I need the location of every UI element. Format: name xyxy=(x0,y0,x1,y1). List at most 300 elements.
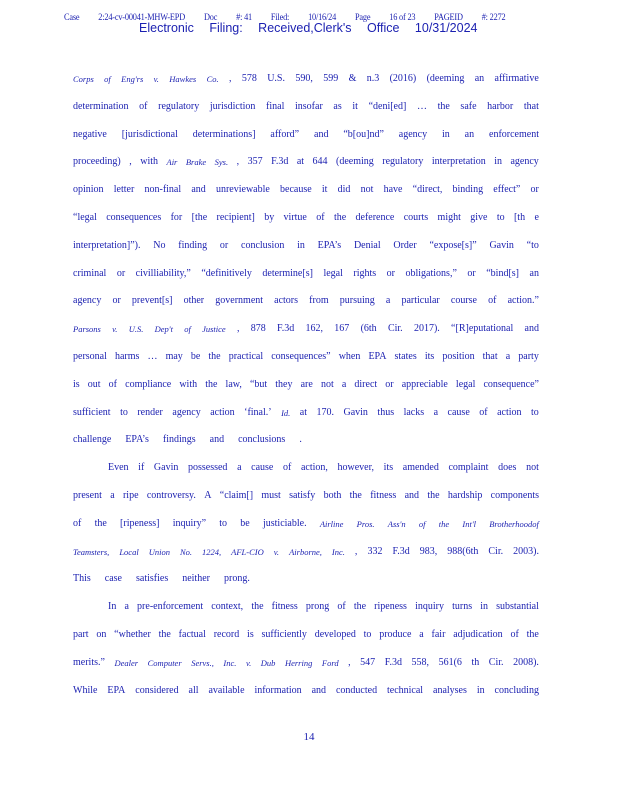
text-line xyxy=(73,125,539,153)
citation-word: Inc. xyxy=(331,546,345,557)
word: agency xyxy=(510,156,539,168)
word: be xyxy=(240,517,250,529)
word: all xyxy=(188,684,199,696)
word: inquiry xyxy=(415,601,444,613)
word: the xyxy=(349,489,362,501)
word: not xyxy=(526,462,539,474)
word: 170. xyxy=(316,406,334,418)
word: 547 xyxy=(360,656,376,668)
word: the xyxy=(205,378,218,390)
word: be xyxy=(190,350,201,362)
word: fair xyxy=(431,628,446,640)
word: in xyxy=(494,156,502,168)
text-line xyxy=(73,486,539,514)
word: negative xyxy=(73,128,107,140)
word: the xyxy=(427,489,440,501)
citation-word: Ford xyxy=(321,657,339,668)
word: technical xyxy=(386,684,424,696)
text-line xyxy=(73,681,539,709)
text-line xyxy=(73,180,539,208)
citation-word: the xyxy=(438,518,450,529)
word: “legal xyxy=(73,211,97,223)
word: “to xyxy=(526,239,539,251)
word: a xyxy=(124,601,129,613)
word: 2003). xyxy=(513,545,539,557)
word: personal xyxy=(73,350,107,362)
word: “bind[s] xyxy=(486,267,520,279)
doc-label: Doc xyxy=(203,12,218,22)
word: ripeness xyxy=(374,601,407,613)
word: , xyxy=(129,156,132,168)
word: factual xyxy=(178,628,206,640)
word: legal xyxy=(455,378,476,390)
citation-word: Int'l xyxy=(462,518,476,529)
citation-word: of xyxy=(418,518,426,529)
word: considered xyxy=(135,684,179,696)
word: of xyxy=(479,406,488,418)
word: prong. xyxy=(223,573,250,585)
citation-word: Id. xyxy=(281,407,291,418)
word: a xyxy=(237,462,242,474)
word: regulatory xyxy=(158,100,200,112)
word: pre-enforcement xyxy=(137,601,204,613)
text-line xyxy=(73,97,539,125)
word: deference xyxy=(355,211,395,223)
word: party xyxy=(518,350,539,362)
text-line xyxy=(73,347,539,375)
word: of xyxy=(510,628,519,640)
word: of xyxy=(282,462,292,474)
word: findings xyxy=(162,434,196,446)
word: 590, xyxy=(295,73,313,84)
text-line xyxy=(73,430,539,458)
word: out xyxy=(87,378,101,390)
word: the xyxy=(437,100,450,112)
citation-word: 1224, xyxy=(202,546,222,557)
word: of xyxy=(139,100,148,112)
word: thus xyxy=(377,406,395,418)
word: affirmative xyxy=(494,73,539,84)
word: and xyxy=(209,434,225,446)
word: a xyxy=(110,489,115,501)
citation-word: Corps xyxy=(73,74,94,84)
word: appreciable xyxy=(401,378,448,390)
word: direct xyxy=(354,378,378,390)
citation-word: Eng'rs xyxy=(121,74,144,84)
citation-word: Dep't xyxy=(154,324,173,335)
word: recipient] xyxy=(216,211,255,223)
word: it xyxy=(352,100,358,112)
word: F.3d xyxy=(392,545,410,557)
word: lacks xyxy=(403,406,425,418)
word: challenge xyxy=(73,434,112,446)
word: is xyxy=(73,378,80,390)
word: agency xyxy=(73,295,102,307)
word: give xyxy=(470,211,488,223)
word: cause xyxy=(251,462,274,474)
word: letter xyxy=(113,184,135,196)
word: cause xyxy=(447,406,470,418)
word: satisfies xyxy=(136,573,169,585)
text-line xyxy=(73,69,539,97)
word: to xyxy=(531,406,539,418)
case-label: Case xyxy=(64,12,80,22)
word: or xyxy=(467,267,476,279)
word: at xyxy=(296,156,305,168)
word: or xyxy=(385,378,394,390)
word: F.3d xyxy=(384,656,402,668)
word: 2017). xyxy=(413,323,440,335)
court-filing-header xyxy=(64,12,554,34)
text-line xyxy=(73,458,539,486)
word: A xyxy=(204,489,212,501)
word: not xyxy=(360,184,374,196)
word: civilliability,” xyxy=(135,267,191,279)
word: [ripeness] xyxy=(120,517,160,529)
word: ‘final.’ xyxy=(244,406,272,418)
word: … xyxy=(416,100,427,112)
word: available xyxy=(208,684,245,696)
page-of: 16 of 23 xyxy=(389,12,416,22)
word: , xyxy=(236,156,240,168)
word: 644 xyxy=(312,156,328,168)
word: determine[s] xyxy=(262,267,313,279)
text-line xyxy=(73,264,539,292)
word: and xyxy=(191,184,206,196)
citation-word: of xyxy=(104,74,111,84)
word: consequences xyxy=(106,211,162,223)
pageid-value: #: 2272 xyxy=(481,12,506,22)
word: F.3d xyxy=(277,323,295,335)
word: complaint xyxy=(448,462,489,474)
word: ripe xyxy=(122,489,139,501)
word: must xyxy=(261,489,281,501)
word: in xyxy=(442,128,450,140)
citation-word: Servs., xyxy=(191,657,214,668)
case-id: 2:24-cv-00041-MHW-EPD xyxy=(98,12,186,22)
word: “claim[] xyxy=(219,489,254,501)
word: it xyxy=(321,184,328,196)
word: [th xyxy=(513,211,526,223)
word: , xyxy=(236,323,240,335)
word: or xyxy=(386,267,395,279)
word: harbor xyxy=(487,100,514,112)
word: This xyxy=(73,573,91,585)
word: because xyxy=(280,184,312,196)
word: and xyxy=(524,323,539,335)
word: the xyxy=(158,628,171,640)
word: agency xyxy=(398,128,428,140)
word: the xyxy=(333,211,347,223)
doc-number: #: 41 xyxy=(236,12,253,22)
text-line xyxy=(73,236,539,264)
word: an xyxy=(474,73,485,84)
word: or xyxy=(116,267,126,279)
word: action xyxy=(497,406,522,418)
word: states xyxy=(394,350,417,362)
word: might xyxy=(437,211,461,223)
word: render xyxy=(137,406,163,418)
word: of xyxy=(488,295,497,307)
text-line xyxy=(73,152,539,180)
word: “deni[ed] xyxy=(368,100,407,112)
word: 988(6th xyxy=(447,545,479,557)
text-line xyxy=(73,625,539,653)
citation-word: v. xyxy=(153,74,159,84)
word: F.3d xyxy=(271,156,289,168)
page-label: Page xyxy=(354,12,371,22)
word: 578 xyxy=(241,73,257,84)
filed-label: Filed: xyxy=(270,12,290,22)
word: th xyxy=(471,656,480,668)
word: a xyxy=(341,378,347,390)
word: finding xyxy=(178,239,208,251)
word: and xyxy=(311,684,327,696)
word: and xyxy=(314,128,329,140)
text-line xyxy=(73,375,539,403)
word: EPA xyxy=(368,350,387,362)
word: when xyxy=(338,350,361,362)
word: to xyxy=(120,406,128,418)
word: [the xyxy=(191,211,208,223)
word: hardship xyxy=(447,489,483,501)
word: (2016) xyxy=(389,73,417,84)
word: 561(6 xyxy=(438,656,462,668)
word: regulatory xyxy=(382,156,424,168)
word: may xyxy=(165,350,183,362)
word: that xyxy=(523,100,539,112)
word: EPA’s xyxy=(125,434,149,446)
page-number: 14 xyxy=(303,731,315,743)
word: U.S. xyxy=(267,73,285,84)
word: 2008). xyxy=(513,656,539,668)
word: “[R]eputational xyxy=(451,323,514,335)
word: are xyxy=(300,378,313,390)
citation-word: Brotherhoodof xyxy=(489,518,539,529)
word: or xyxy=(219,239,229,251)
word: Cir. xyxy=(488,545,504,557)
citation-word: v. xyxy=(112,324,118,335)
word: 357 xyxy=(247,156,263,168)
text-line xyxy=(73,319,539,347)
word: neither xyxy=(182,573,210,585)
word: action xyxy=(210,406,235,418)
word: , xyxy=(348,656,351,668)
word: particular xyxy=(401,295,440,307)
citation-word: Parsons xyxy=(73,324,101,335)
word: Even xyxy=(108,462,129,474)
word: agency xyxy=(172,406,201,418)
word: “but xyxy=(249,378,268,390)
word: inquiry” xyxy=(172,517,207,529)
word: present xyxy=(73,489,102,501)
citation-word: Union xyxy=(148,546,170,557)
word: actors xyxy=(274,295,299,307)
word: interpretation xyxy=(431,156,486,168)
word: of xyxy=(73,517,82,529)
word: . xyxy=(299,434,302,446)
word: developed xyxy=(314,628,356,640)
citation-word: Sys. xyxy=(214,157,229,168)
word: prong xyxy=(305,601,330,613)
word: conducted xyxy=(335,684,378,696)
word: not xyxy=(320,378,334,390)
citation-word: of xyxy=(184,324,191,335)
word: both xyxy=(323,489,342,501)
citation-word: v. xyxy=(245,657,252,668)
word: 983, xyxy=(419,545,438,557)
word: Cir. xyxy=(387,323,403,335)
citation-word: Ass'n xyxy=(387,518,406,529)
text-line xyxy=(73,291,539,319)
word: the xyxy=(94,517,107,529)
word: fitness xyxy=(271,601,298,613)
citation-word: U.S. xyxy=(128,324,144,335)
word: analyses xyxy=(433,684,467,696)
word: 167 xyxy=(334,323,350,335)
word: in xyxy=(480,601,488,613)
word: “direct, xyxy=(412,184,443,196)
word: While xyxy=(73,684,98,696)
word: government xyxy=(215,295,264,307)
word: 558, xyxy=(411,656,430,668)
word: determinations] xyxy=(192,128,256,140)
word: conclusions xyxy=(238,434,286,446)
word: non-final xyxy=(144,184,182,196)
word: does xyxy=(498,462,517,474)
citation-word: Inc. xyxy=(223,657,237,668)
word: action.” xyxy=(507,295,539,307)
document-body xyxy=(73,69,539,708)
word: on xyxy=(96,628,107,640)
word: at xyxy=(299,406,308,418)
citation-word: Computer xyxy=(147,657,182,668)
word: jurisdiction xyxy=(209,100,256,112)
citation-word: Airline xyxy=(319,518,344,529)
word: (deeming xyxy=(336,156,374,168)
citation-word: Air xyxy=(166,157,178,168)
text-line xyxy=(73,208,539,236)
word: context, xyxy=(211,601,244,613)
word: with xyxy=(179,378,198,390)
word: e xyxy=(534,211,539,223)
citation-word: Dub xyxy=(260,657,276,668)
word: courts xyxy=(403,211,429,223)
word: of xyxy=(337,601,346,613)
word: position xyxy=(442,350,475,362)
word: 599 xyxy=(323,73,339,84)
word: safe xyxy=(460,100,477,112)
word: a xyxy=(385,295,391,307)
word: interpretation]”). xyxy=(73,239,141,251)
word: however, xyxy=(337,462,375,474)
word: opinion xyxy=(73,184,104,196)
word: harms xyxy=(114,350,140,362)
word: turns xyxy=(452,601,473,613)
word: components xyxy=(490,489,539,501)
word: or xyxy=(530,184,539,196)
text-line xyxy=(73,403,539,431)
word: in xyxy=(297,239,305,251)
word: Gavin xyxy=(343,406,368,418)
text-line xyxy=(73,569,539,597)
word: for xyxy=(170,211,183,223)
filed-date: 10/16/24 xyxy=(308,12,337,22)
word: consequences” xyxy=(271,350,331,362)
word: 162, xyxy=(305,323,324,335)
word: enforcement xyxy=(489,128,539,140)
word: legal xyxy=(323,267,343,279)
word: practical xyxy=(228,350,264,362)
citation-word: Dealer xyxy=(114,657,139,668)
word: (deeming xyxy=(426,73,465,84)
word: did xyxy=(337,184,351,196)
word: “b[ou]nd” xyxy=(343,128,384,140)
word: that xyxy=(482,350,498,362)
text-line xyxy=(73,542,539,570)
word: adjudication xyxy=(453,628,503,640)
word: a xyxy=(433,406,439,418)
word: of xyxy=(108,378,118,390)
word: a xyxy=(419,628,424,640)
word: its xyxy=(383,462,394,474)
word: … xyxy=(147,350,158,362)
citation-word: Local xyxy=(119,546,139,557)
word: Order xyxy=(393,239,417,251)
word: of xyxy=(316,211,325,223)
word: justiciable. xyxy=(262,517,307,529)
word: final xyxy=(266,100,285,112)
word: virtue xyxy=(283,211,307,223)
word: and xyxy=(404,489,420,501)
word: insofar xyxy=(295,100,323,112)
word: sufficient xyxy=(73,406,111,418)
word: No xyxy=(153,239,166,251)
word: effect” xyxy=(493,184,521,196)
citation-word: v. xyxy=(273,546,280,557)
word: criminal xyxy=(73,267,107,279)
word: an xyxy=(464,128,475,140)
electronic-filing-stamp: Electronic Filing: Received,Clerk's Office 10/31/2024 xyxy=(139,21,478,35)
citation-word: Herring xyxy=(284,657,313,668)
word: compliance xyxy=(125,378,172,390)
word: possessed xyxy=(187,462,228,474)
word: they xyxy=(275,378,293,390)
word: rights xyxy=(353,267,377,279)
text-line xyxy=(73,597,539,625)
citation-word: Justice xyxy=(202,324,226,335)
word: produce xyxy=(379,628,412,640)
word: controversy. xyxy=(146,489,196,501)
citation-word: Co. xyxy=(206,74,219,84)
word: the xyxy=(526,628,539,640)
word: Cir. xyxy=(488,656,504,668)
word: satisfy xyxy=(289,489,316,501)
citation-word: Pros. xyxy=(356,518,375,529)
word: part xyxy=(73,628,89,640)
word: EPA xyxy=(107,684,126,696)
word: if xyxy=(138,462,145,474)
citation-word: Teamsters, xyxy=(73,546,110,557)
word: substantial xyxy=(496,601,539,613)
citation-word: Airborne, xyxy=(289,546,322,557)
word: to xyxy=(496,211,505,223)
word: from xyxy=(309,295,329,307)
word: 332 xyxy=(367,545,383,557)
word: unreviewable xyxy=(215,184,270,196)
word: to xyxy=(363,628,372,640)
word: (6th xyxy=(360,323,377,335)
